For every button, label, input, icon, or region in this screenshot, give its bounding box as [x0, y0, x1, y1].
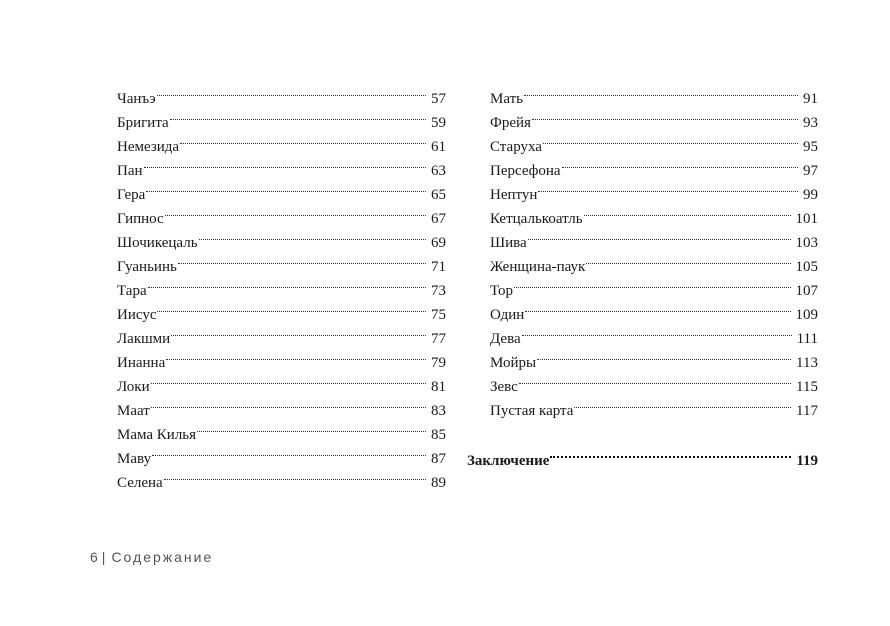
dot-leader: [157, 79, 428, 103]
toc-entry[interactable]: [117, 223, 446, 251]
toc-entry[interactable]: [117, 319, 446, 347]
toc-entry[interactable]: [117, 151, 446, 179]
toc-entry-page: 95: [803, 139, 818, 155]
dot-leader: [199, 223, 428, 247]
toc-entry[interactable]: [117, 295, 446, 323]
dot-leader: [524, 79, 800, 103]
toc-entry-page: 81: [431, 379, 446, 395]
toc-entry-title: Нептун: [490, 187, 538, 203]
toc-entry[interactable]: [117, 199, 446, 227]
toc-entry[interactable]: [490, 175, 818, 203]
toc-entry[interactable]: [117, 439, 446, 467]
toc-entry-page: 101: [795, 211, 818, 227]
toc-entry-title: Маат: [117, 403, 150, 419]
toc-entry-page: 113: [796, 355, 818, 371]
toc-entry[interactable]: [117, 103, 446, 131]
toc-entry-title: Селена: [117, 475, 163, 491]
toc-entry[interactable]: [117, 367, 446, 395]
footer-section-title: Содержание: [111, 549, 214, 565]
dot-leader: [165, 199, 428, 223]
toc-entry-page: 85: [431, 427, 446, 443]
toc-entry-title: Зевс: [490, 379, 518, 395]
toc-entry-page: 109: [795, 307, 818, 323]
dot-leader: [171, 319, 428, 343]
dot-leader: [532, 103, 800, 127]
dot-leader: [197, 415, 428, 439]
toc-entry-title: Иисус: [117, 307, 157, 323]
dot-leader: [180, 127, 428, 151]
toc-entry-title: Старуха: [490, 139, 542, 155]
toc-entry-page: 91: [803, 91, 818, 107]
dot-leader: [550, 441, 793, 465]
dot-leader: [574, 391, 793, 415]
toc-entry-title: Гуаньинь: [117, 259, 177, 275]
toc-left-column: [117, 79, 446, 491]
toc-entry[interactable]: [490, 295, 818, 323]
toc-entry-title: Пустая карта: [490, 403, 574, 419]
toc-entry-title: Дева: [490, 331, 521, 347]
toc-entry-title: Мама Килья: [117, 427, 197, 443]
toc-entry-title: Гипнос: [117, 211, 164, 227]
toc-entry-conclusion[interactable]: [467, 441, 818, 469]
toc-entry[interactable]: [490, 247, 818, 275]
page-footer: [90, 549, 213, 565]
toc-entry-page: 67: [431, 211, 446, 227]
toc-entry-page: 97: [803, 163, 818, 179]
toc-entry-title: Кетцалькоатль: [490, 211, 583, 227]
toc-entry[interactable]: [490, 271, 818, 299]
toc-entry-page: 89: [431, 475, 446, 491]
dot-leader: [584, 199, 793, 223]
toc-entry-title: Заключение: [467, 453, 550, 469]
toc-entry-title: Тор: [490, 283, 514, 299]
toc-entry-title: Чанъэ: [117, 91, 156, 107]
toc-entry-title: Шива: [490, 235, 527, 251]
toc-entry-title: Инанна: [117, 355, 166, 371]
toc-entry[interactable]: [117, 463, 446, 491]
toc-entry-page: 79: [431, 355, 446, 371]
dot-leader: [586, 247, 792, 271]
toc-entry[interactable]: [490, 367, 818, 395]
toc-entry[interactable]: [490, 127, 818, 155]
toc-entry[interactable]: [117, 175, 446, 203]
toc-entry[interactable]: [490, 391, 818, 419]
toc-entry-page: 87: [431, 451, 446, 467]
toc-entry-title: Немезида: [117, 139, 180, 155]
toc-entry[interactable]: [117, 343, 446, 371]
dot-leader: [543, 127, 800, 151]
toc-entry[interactable]: [117, 79, 446, 107]
footer-separator: |: [101, 549, 108, 565]
toc-entry-page: 63: [431, 163, 446, 179]
dot-leader: [164, 463, 428, 487]
dot-leader: [170, 103, 428, 127]
toc-entry-title: Персефона: [490, 163, 561, 179]
toc-entry[interactable]: [490, 79, 818, 107]
toc-entry-page: 59: [431, 115, 446, 131]
dot-leader: [514, 271, 792, 295]
footer-page-number: 6: [90, 549, 100, 565]
toc-entry[interactable]: [490, 343, 818, 371]
toc-entry-page: 57: [431, 91, 446, 107]
dot-leader: [178, 247, 428, 271]
toc-entry-page: 71: [431, 259, 446, 275]
toc-entry-title: Один: [490, 307, 525, 323]
toc-entry[interactable]: [490, 103, 818, 131]
toc-entry[interactable]: [490, 319, 818, 347]
toc-entry-title: Мойры: [490, 355, 537, 371]
toc-entry-title: Локи: [117, 379, 150, 395]
dot-leader: [525, 295, 792, 319]
toc-entry-page: 73: [431, 283, 446, 299]
toc-entry-page: 75: [431, 307, 446, 323]
toc-entry-page: 99: [803, 187, 818, 203]
dot-leader: [157, 295, 428, 319]
toc-entry-page: 93: [803, 115, 818, 131]
dot-leader: [146, 175, 428, 199]
toc-entry-page: 69: [431, 235, 446, 251]
toc-entry[interactable]: [490, 223, 818, 251]
dot-leader: [148, 271, 428, 295]
toc-entry-title: Бригита: [117, 115, 169, 131]
toc-entry-title: Гера: [117, 187, 146, 203]
toc-right-column: [490, 79, 818, 419]
toc-entry-page: 107: [795, 283, 818, 299]
toc-entry-title: Тара: [117, 283, 147, 299]
toc-entry-page: 83: [431, 403, 446, 419]
toc-entry-title: Фрейя: [490, 115, 531, 131]
toc-entry-title: Женщина-паук: [490, 259, 586, 275]
toc-entry-page: 61: [431, 139, 446, 155]
dot-leader: [519, 367, 793, 391]
toc-entry-title: Мать: [490, 91, 524, 107]
toc-entry-page: 65: [431, 187, 446, 203]
toc-entry[interactable]: [490, 199, 818, 227]
toc-entry-page: 77: [431, 331, 446, 347]
dot-leader: [166, 343, 428, 367]
toc-entry-page: 103: [795, 235, 818, 251]
toc-entry-title: Маву: [117, 451, 152, 467]
dot-leader: [152, 439, 428, 463]
dot-leader: [537, 343, 793, 367]
toc-entry-page: 105: [795, 259, 818, 275]
dot-leader: [528, 223, 793, 247]
dot-leader: [522, 319, 794, 343]
dot-leader: [151, 391, 428, 415]
toc-entry-page: 117: [796, 403, 818, 419]
toc-entry-page: 119: [796, 453, 818, 469]
toc-entry-page: 115: [796, 379, 818, 395]
toc-entry-title: Пан: [117, 163, 143, 179]
dot-leader: [144, 151, 428, 175]
toc-entry-page: 111: [796, 331, 818, 347]
toc-entry[interactable]: [117, 391, 446, 419]
toc-entry-title: Лакшми: [117, 331, 171, 347]
toc-entry-title: Шочикецаль: [117, 235, 198, 251]
dot-leader: [562, 151, 800, 175]
toc-entry[interactable]: [117, 271, 446, 299]
dot-leader: [538, 175, 800, 199]
dot-leader: [151, 367, 428, 391]
toc-entry[interactable]: [117, 415, 446, 443]
